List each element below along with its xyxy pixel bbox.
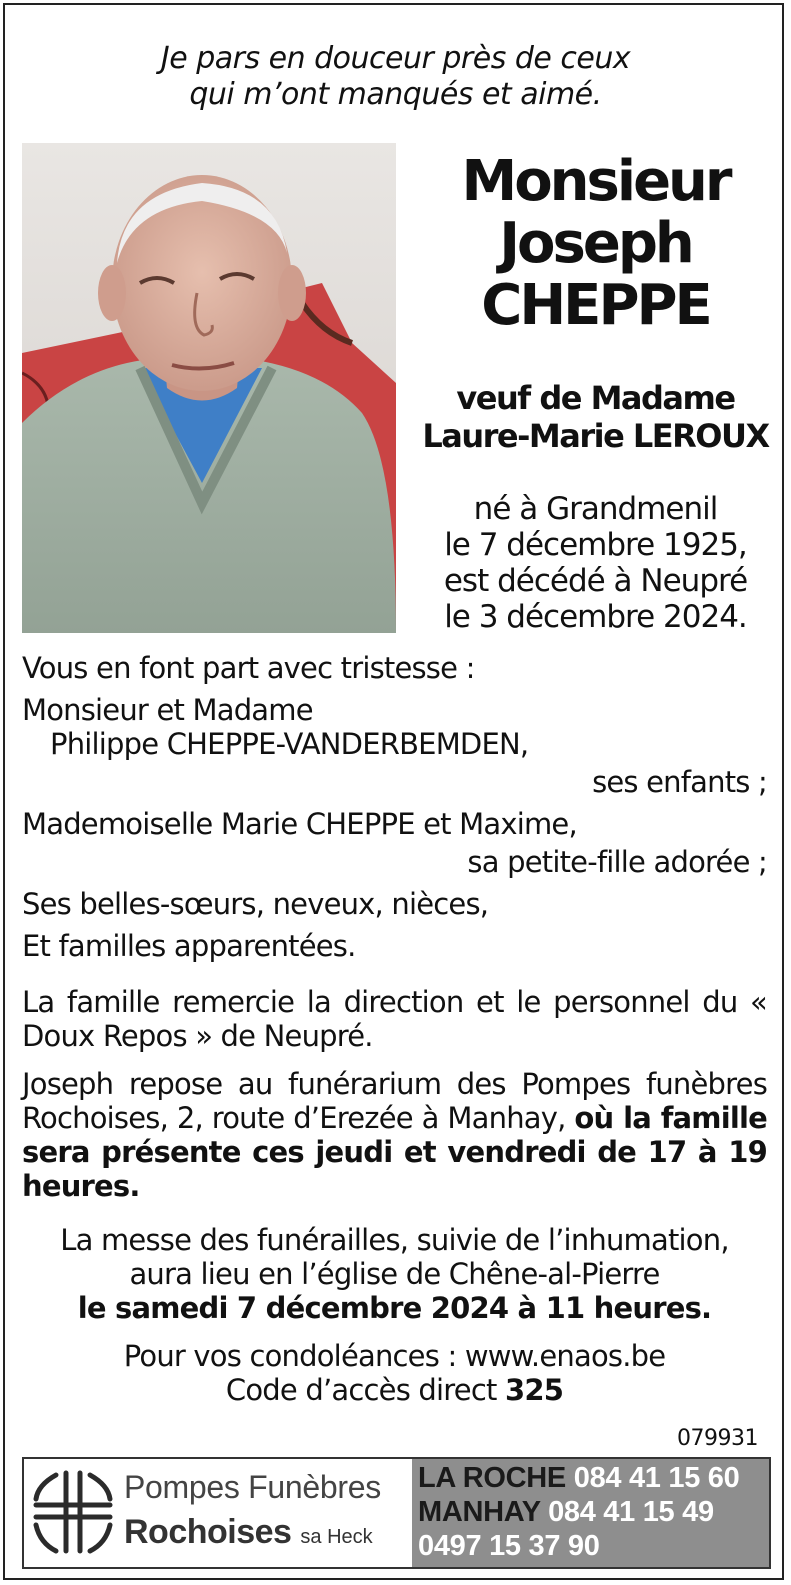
spouse-line-1: veuf de Madame bbox=[456, 379, 735, 417]
family-intro: Vous en font part avec tristesse : bbox=[22, 651, 475, 685]
company-name-line-2 bbox=[124, 1513, 373, 1552]
inlaws-line: Ses belles-sœurs, neveux, nièces, bbox=[22, 887, 489, 921]
company-suffix: sa Heck bbox=[300, 1526, 373, 1548]
spouse-info bbox=[403, 379, 788, 455]
birth-line-1: né à Grandmenil bbox=[473, 491, 718, 527]
phone-row-manhay bbox=[418, 1497, 714, 1527]
viewing-paragraph bbox=[22, 1067, 767, 1203]
mass-line-1: La messe des funérailles, suivie de l’inhumation, bbox=[60, 1223, 729, 1257]
phone-row-mobile bbox=[418, 1531, 600, 1561]
poem-line-2: qui m’ont manqués et aimé. bbox=[189, 77, 602, 112]
birth-line-2: le 7 décembre 1925, bbox=[444, 527, 747, 563]
birth-line-3: est décédé à Neupré bbox=[443, 563, 748, 599]
viewing-bold: où la famille sera présente ces jeudi et vendredi de 17 à 19 heures. bbox=[22, 1101, 767, 1203]
phone-number-2[interactable]: 084 41 15 49 bbox=[548, 1496, 714, 1528]
mass-info bbox=[22, 1223, 767, 1325]
company-name-line-1: Pompes Funèbres bbox=[124, 1469, 381, 1505]
thanks-paragraph: La famille remercie la direction et le personnel du « Doux Repos » de Neupré. bbox=[22, 985, 767, 1053]
families-line: Et familles apparentées. bbox=[22, 929, 356, 963]
deceased-name bbox=[403, 151, 788, 337]
birth-death-info bbox=[403, 491, 788, 635]
obituary-frame bbox=[3, 3, 784, 1580]
phone-number-3[interactable]: 0497 15 37 90 bbox=[418, 1530, 600, 1562]
children-line-1: Monsieur et Madame bbox=[22, 693, 313, 727]
children-role: ses enfants ; bbox=[592, 765, 767, 799]
access-code: 325 bbox=[504, 1373, 564, 1407]
deceased-title: Monsieur bbox=[461, 149, 730, 214]
funeral-home-banner bbox=[22, 1457, 771, 1569]
phone-city-1: LA ROCHE bbox=[418, 1462, 566, 1494]
children-line-2: Philippe CHEPPE-VANDERBEMDEN, bbox=[50, 727, 529, 761]
mass-line-2: aura lieu en l’église de Chêne-al-Pierre bbox=[129, 1257, 660, 1291]
phone-city-2: MANHAY bbox=[418, 1496, 541, 1528]
spouse-line-2: Laure-Marie LEROUX bbox=[422, 417, 769, 455]
granddaughter-role: sa petite-fille adorée ; bbox=[467, 845, 767, 879]
phone-numbers bbox=[412, 1459, 769, 1567]
viewing-text: Joseph repose au funérarium des Pompes funèbres Rochoises, 2, route d’Erezée à Manhay, bbox=[22, 1067, 767, 1135]
phone-number-1[interactable]: 084 41 15 60 bbox=[573, 1462, 740, 1494]
deceased-last-name: CHEPPE bbox=[481, 273, 710, 338]
portrait-illustration bbox=[22, 143, 396, 633]
deceased-first-name: Joseph bbox=[499, 211, 692, 276]
reference-number: 079931 bbox=[677, 1426, 758, 1451]
granddaughter-line: Mademoiselle Marie CHEPPE et Maxime, bbox=[22, 807, 577, 841]
condolences-line: Pour vos condoléances : www.enaos.be bbox=[123, 1339, 666, 1373]
phone-row-la-roche bbox=[418, 1463, 739, 1493]
condolences-info bbox=[22, 1339, 767, 1407]
mass-line-3: le samedi 7 décembre 2024 à 11 heures. bbox=[77, 1291, 712, 1325]
poem-line-1: Je pars en douceur près de ceux bbox=[160, 41, 631, 76]
company-name-main: Rochoises bbox=[124, 1513, 292, 1551]
birth-line-4: le 3 décembre 2024. bbox=[444, 599, 747, 635]
deceased-block bbox=[403, 143, 788, 635]
access-code-label: Code d’accès direct bbox=[225, 1373, 497, 1407]
family-announcement bbox=[22, 651, 767, 963]
cross-logo-icon bbox=[32, 1467, 114, 1557]
company-logo-area bbox=[24, 1459, 412, 1567]
poem bbox=[5, 41, 786, 113]
portrait-photo bbox=[22, 143, 396, 633]
